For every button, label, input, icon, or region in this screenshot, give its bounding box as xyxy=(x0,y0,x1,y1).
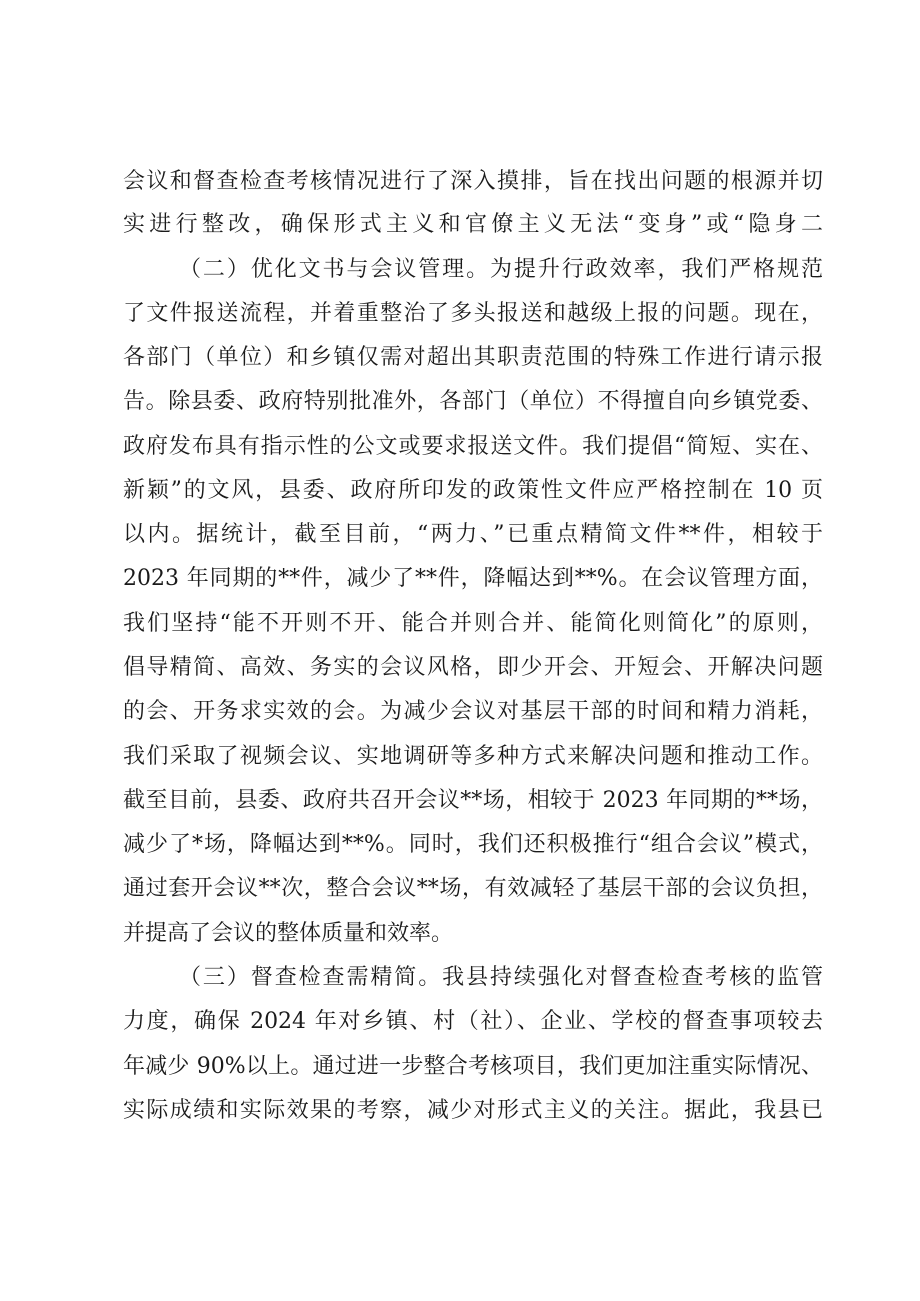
text-line: 减少了*场，降幅达到**%。同时，我们还积极推行“组合会议”模式， xyxy=(123,832,823,857)
text-line: 实际成绩和实际效果的考察，减少对形式主义的关注。据此，我县已 xyxy=(123,1098,823,1123)
text-line: 倡导精简、高效、务实的会议风格，即少开会、开短会、开解决问题 xyxy=(123,655,823,680)
text-line: 2023 年同期的**件，减少了**件，降幅达到**%。在会议管理方面， xyxy=(123,566,823,591)
text-line: 新颖”的文风，县委、政府所印发的政策性文件应严格控制在 10 页 xyxy=(123,478,823,503)
text-line: 我们坚持“能不开则不开、能合并则合并、能简化则简化”的原则， xyxy=(123,611,823,636)
text-line: 实进行整改，确保形式主义和官僚主义无法“变身”或“隐身二 xyxy=(123,212,823,237)
text-line: 以内。据统计，截至目前，“两力、”已重点精简文件**件，相较于 xyxy=(123,522,823,547)
text-line: （二）优化文书与会议管理。为提升行政效率，我们严格规范 xyxy=(179,257,823,282)
text-line: 截至目前，县委、政府共召开会议**场，相较于 2023 年同期的**场， xyxy=(123,788,823,813)
text-line: 了文件报送流程，并着重整治了多头报送和越级上报的问题。现在， xyxy=(123,301,823,326)
text-line: 会议和督查检查考核情况进行了深入摸排，旨在找出问题的根源并切 xyxy=(123,169,823,194)
text-line: 年减少 90%以上。通过进一步整合考核项目，我们更加注重实际情况、 xyxy=(123,1054,823,1079)
text-line: 通过套开会议**次，整合会议**场，有效减轻了基层干部的会议负担， xyxy=(123,876,823,901)
text-line: 力度，确保 2024 年对乡镇、村（社）、企业、学校的督查事项较去 xyxy=(123,1009,823,1034)
text-line: 我们采取了视频会议、实地调研等多种方式来解决问题和推动工作。 xyxy=(123,744,823,769)
text-line: 告。除县委、政府特别批准外，各部门（单位）不得擅自向乡镇党委、 xyxy=(123,389,823,414)
text-line: （三）督查检查需精简。我县持续强化对督查检查考核的监管 xyxy=(179,965,823,990)
text-line: 各部门（单位）和乡镇仅需对超出其职责范围的特殊工作进行请示报 xyxy=(123,345,823,370)
text-line: 并提高了会议的整体质量和效率。 xyxy=(123,921,454,946)
text-line: 政府发布具有指示性的公文或要求报送文件。我们提倡“简短、实在、 xyxy=(123,434,823,459)
text-line: 的会、开务求实效的会。为减少会议对基层干部的时间和精力消耗， xyxy=(123,699,823,724)
